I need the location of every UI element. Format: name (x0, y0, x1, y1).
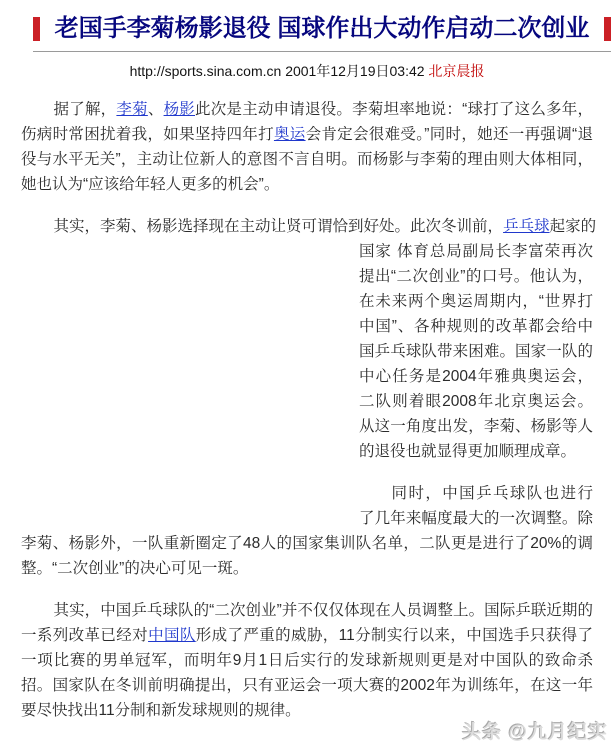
inline-link[interactable]: 乒乓球 (503, 218, 550, 235)
article-paragraph-2-intro (21, 214, 597, 239)
article-paragraph-4 (21, 598, 593, 723)
inline-link[interactable]: 李菊 (116, 101, 148, 118)
text-run: 此次是主动申请退役。李菊坦率地说：“球打了这么多年，伤病时常困扰着我，如果坚持四年打 (21, 101, 593, 143)
inline-link[interactable]: 奥运 (273, 126, 306, 143)
article-title: 老国手李菊杨影退役 国球作出大动作启动二次创业 (54, 15, 590, 42)
article-body (21, 97, 597, 723)
article-paragraph-1 (21, 97, 593, 197)
text-run: 其实，李菊、杨影选择现在主动让贤可谓恰到好处。此次冬训前， (53, 218, 504, 235)
header-divider (33, 51, 611, 52)
article-header (33, 13, 611, 45)
text-run: 国家 体育总局副局长李富荣再次提出“二次创业”的口号。他认为，在未来两个奥运周期内，“世界打中国”、各种规则的改革都会给中国乒乓球队带来困难。国家一队的中心任务是2004年雅典奥运会，二队则着眼2008年北京奥运会。从这一角度出发，李菊、杨影等人的退役也就显得更加顺理成章。 (359, 243, 593, 460)
text-run: 其实，中国乒乓球队的“二次创业”并不仅仅体现在人员调整上。国际乒联近期的一系列改革已经对 (21, 602, 593, 644)
text-run: 会肯定会很难受。”同时，她还一再强调“退役与水平无关”，主动让位新人的意图不言自明。而杨影与李菊的理由则大体相同，她也认为“应该给年轻人更多的机会”。 (21, 126, 593, 193)
meta-url: http://sports.sina.com.cn (129, 63, 282, 79)
inline-link[interactable]: 杨影 (163, 101, 195, 118)
text-run: 起家的 (549, 218, 597, 235)
image-placeholder (21, 239, 359, 509)
text-run: 据了解， (53, 101, 117, 118)
article-meta (0, 63, 614, 80)
meta-source-link[interactable]: 北京晨报 (428, 63, 485, 79)
watermark: 头条 @九月纪实 (462, 722, 608, 743)
meta-datetime: 2001年12月19日03:42 (285, 63, 425, 79)
text-run: 形成了严重的威胁，11分制实行以来，中国选手只获得了一项比赛的男单冠军，而明年9月1日后实行的发球新规则更是对中国队的致命杀招。国家队在冬训前明确提出，只有亚运会一项大赛的2002年为训练年，在这一年要尽快找出11分制和新发球规则的规律。 (21, 627, 593, 719)
text-run: 同时，中国乒乓球队也进行了几年来幅度最大的一次调整。除李菊、杨影外，一队重新圈定了48人的国家集训队名单，二队更是进行了20%的调整。“二次创业”的决心可见一斑。 (21, 485, 593, 577)
inline-link[interactable]: 中国队 (148, 627, 196, 644)
wrap-zone (21, 239, 593, 581)
accent-bar-right (604, 17, 611, 41)
accent-bar-left (33, 17, 40, 41)
text-run: 、 (147, 101, 164, 118)
